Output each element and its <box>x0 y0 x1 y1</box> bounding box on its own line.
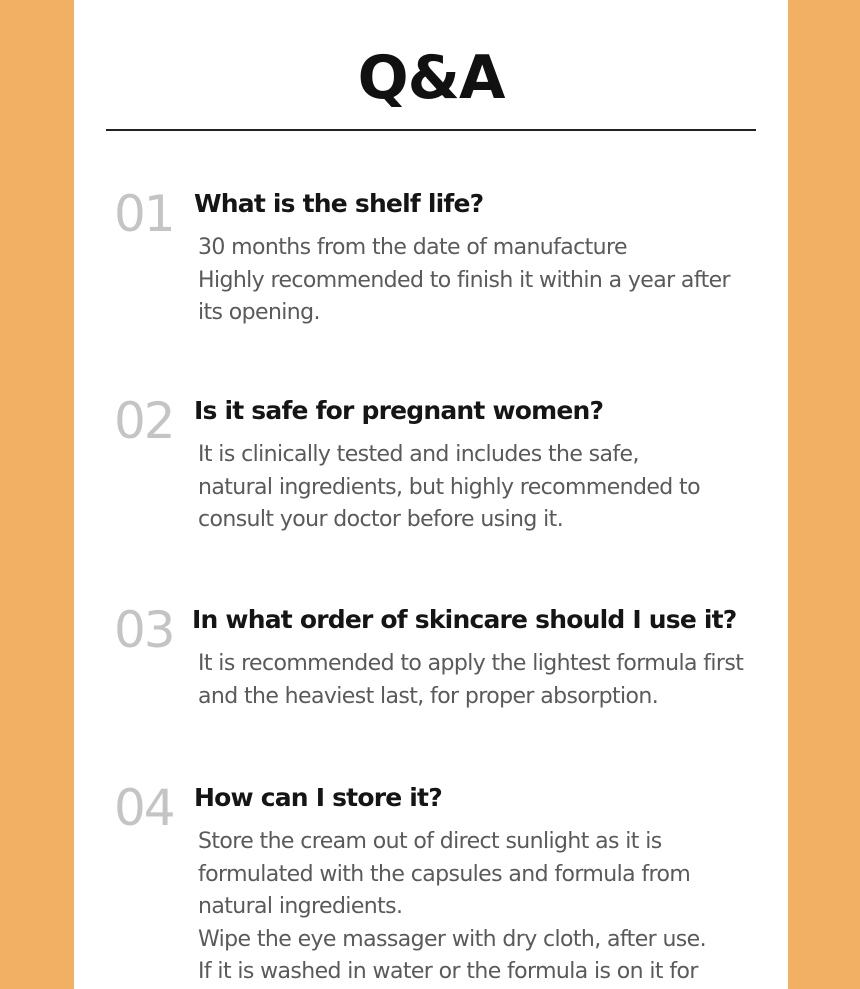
answer-line: formulated with the capsules and formula from <box>198 861 691 887</box>
title-divider <box>106 129 756 131</box>
answer-line: and the heaviest last, for proper absorption. <box>198 683 659 709</box>
answer-line: natural ingredients, but highly recommended to <box>198 474 700 500</box>
faq-question: Is it safe for pregnant women? <box>194 396 604 425</box>
faq-number: 01 <box>114 185 174 243</box>
answer-line: consult your doctor before using it. <box>198 507 564 532</box>
faq-question: What is the shelf life? <box>194 189 484 218</box>
faq-answer <box>198 826 758 989</box>
answer-line: It is clinically tested and includes the safe, <box>198 442 639 467</box>
faq-number: 02 <box>114 392 174 450</box>
faq-answer <box>198 232 758 330</box>
faq-question: How can I store it? <box>194 783 442 812</box>
answer-line: If it is washed in water or the formula is on it for <box>198 959 698 984</box>
faq-question: In what order of skincare should I use it? <box>192 605 737 634</box>
answer-line: Store the cream out of direct sunlight as it is <box>198 829 662 854</box>
faq-number: 03 <box>114 601 174 659</box>
page-title: Q&A <box>357 43 505 113</box>
faq-answer <box>198 648 758 713</box>
faq-answer <box>198 439 758 537</box>
answer-line: its opening. <box>198 300 320 325</box>
answer-line: 30 months from the date of manufacture <box>198 235 627 260</box>
answer-line: Wipe the eye massager with dry cloth, after use. <box>198 926 706 952</box>
qa-panel <box>74 0 788 989</box>
answer-line: natural ingredients. <box>198 894 403 919</box>
answer-line: Highly recommended to finish it within a year after <box>198 267 730 293</box>
answer-line: It is recommended to apply the lightest formula first <box>198 651 744 676</box>
faq-number: 04 <box>114 779 174 837</box>
